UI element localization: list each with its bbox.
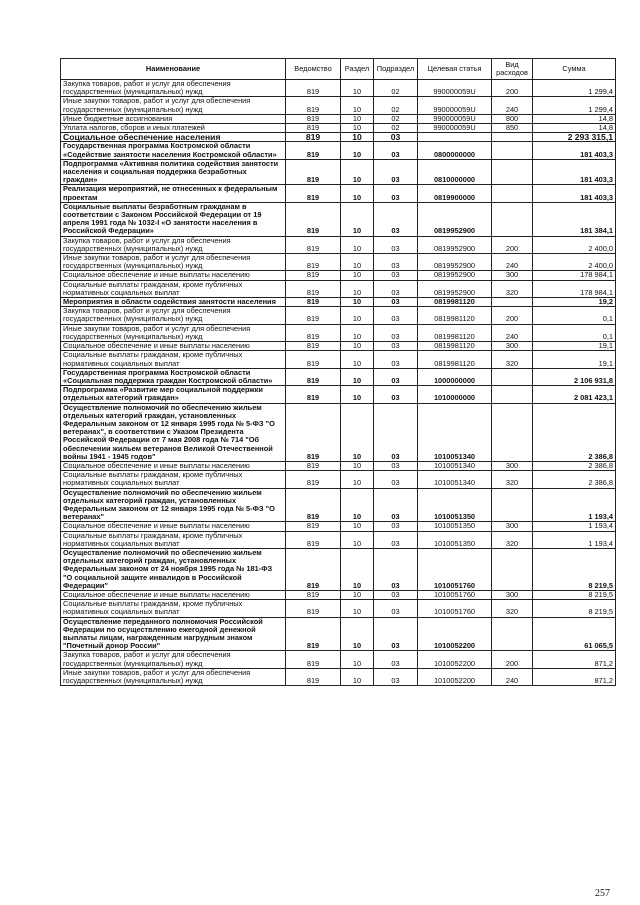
row-vedomstvo: 819: [286, 590, 341, 599]
row-razdel: 10: [341, 97, 374, 114]
table-row: [61, 307, 616, 324]
row-razdel: 10: [341, 548, 374, 590]
row-name: Социальные выплаты гражданам, кроме публичных нормативных социальных выплат: [61, 531, 286, 548]
row-podrazdel: 03: [374, 471, 418, 488]
row-razdel: 10: [341, 236, 374, 253]
row-podrazdel: 03: [374, 548, 418, 590]
row-razdel: 10: [341, 324, 374, 341]
table-row: [61, 600, 616, 617]
row-celevaya-statya: 0819952900: [418, 202, 492, 236]
row-vid-raskhodov: [492, 142, 533, 159]
row-vedomstvo: 819: [286, 600, 341, 617]
row-razdel: 10: [341, 159, 374, 185]
table-row: [61, 368, 616, 385]
row-vid-raskhodov: [492, 617, 533, 651]
table-header-row: [61, 59, 616, 80]
row-podrazdel: 03: [374, 522, 418, 531]
row-summa: 14,8: [533, 114, 616, 123]
row-name: Социальное обеспечение и иные выплаты населению: [61, 461, 286, 470]
row-summa: 8 219,5: [533, 548, 616, 590]
row-summa: 61 065,5: [533, 617, 616, 651]
row-name: Иные закупки товаров, работ и услуг для обеспечения государственных (муниципальных) нужд: [61, 668, 286, 685]
row-razdel: 10: [341, 600, 374, 617]
row-razdel: 10: [341, 617, 374, 651]
row-vedomstvo: 819: [286, 522, 341, 531]
header-celevaya-statya: Целевая статья: [418, 59, 492, 80]
row-vedomstvo: 819: [286, 298, 341, 307]
row-vedomstvo: 819: [286, 80, 341, 97]
row-razdel: 10: [341, 531, 374, 548]
row-vid-raskhodov: 200: [492, 80, 533, 97]
table-row: [61, 202, 616, 236]
row-vid-raskhodov: [492, 386, 533, 403]
row-name: Подпрограмма «Развитие мер социальной поддержки отдельных категорий граждан»: [61, 386, 286, 403]
row-summa: 871,2: [533, 668, 616, 685]
table-row: [61, 351, 616, 368]
row-vid-raskhodov: 200: [492, 236, 533, 253]
row-vedomstvo: 819: [286, 668, 341, 685]
row-razdel: 10: [341, 651, 374, 668]
row-summa: 19,1: [533, 342, 616, 351]
row-summa: 2 400,0: [533, 254, 616, 271]
row-vedomstvo: 819: [286, 254, 341, 271]
row-podrazdel: 03: [374, 142, 418, 159]
budget-table-container: [60, 58, 615, 686]
row-name: Социальное обеспечение и иные выплаты населению: [61, 342, 286, 351]
row-name: Социальное обеспечение и иные выплаты населению: [61, 522, 286, 531]
row-vedomstvo: 819: [286, 461, 341, 470]
row-vid-raskhodov: [492, 133, 533, 142]
row-vid-raskhodov: 200: [492, 651, 533, 668]
row-vedomstvo: 819: [286, 142, 341, 159]
row-podrazdel: 02: [374, 124, 418, 133]
table-row: [61, 522, 616, 531]
row-vid-raskhodov: 300: [492, 590, 533, 599]
row-vedomstvo: 819: [286, 185, 341, 202]
page-number: 257: [595, 888, 610, 899]
row-summa: 14,8: [533, 124, 616, 133]
header-podrazdel: Подраздел: [374, 59, 418, 80]
row-summa: 178 984,1: [533, 280, 616, 297]
row-celevaya-statya: 0819952900: [418, 254, 492, 271]
row-razdel: 10: [341, 185, 374, 202]
row-podrazdel: 03: [374, 668, 418, 685]
table-row: [61, 271, 616, 280]
row-razdel: 10: [341, 668, 374, 685]
row-celevaya-statya: 1010051350: [418, 488, 492, 522]
table-row: [61, 236, 616, 253]
row-celevaya-statya: 0819981120: [418, 298, 492, 307]
row-podrazdel: 03: [374, 298, 418, 307]
row-name: Социальное обеспечение и иные выплаты населению: [61, 271, 286, 280]
row-celevaya-statya: 990000059U: [418, 114, 492, 123]
row-summa: 1 193,4: [533, 531, 616, 548]
row-razdel: 10: [341, 114, 374, 123]
row-celevaya-statya: 1010000000: [418, 386, 492, 403]
table-body: [61, 80, 616, 686]
row-name: Мероприятия в области содействия занятости населения: [61, 298, 286, 307]
row-celevaya-statya: 1010052200: [418, 668, 492, 685]
row-vid-raskhodov: [492, 548, 533, 590]
row-razdel: 10: [341, 280, 374, 297]
row-celevaya-statya: 1000000000: [418, 368, 492, 385]
row-razdel: 10: [341, 124, 374, 133]
row-summa: 2 400,0: [533, 236, 616, 253]
row-summa: 2 081 423,1: [533, 386, 616, 403]
row-vid-raskhodov: 320: [492, 471, 533, 488]
row-vedomstvo: 819: [286, 307, 341, 324]
row-vid-raskhodov: 320: [492, 531, 533, 548]
row-celevaya-statya: 1010051340: [418, 461, 492, 470]
row-razdel: 10: [341, 368, 374, 385]
row-summa: 2 386,8: [533, 403, 616, 461]
row-celevaya-statya: 0819952900: [418, 271, 492, 280]
row-podrazdel: 03: [374, 271, 418, 280]
row-podrazdel: 03: [374, 280, 418, 297]
row-name: Осуществление полномочий по обеспечению жильем отдельных категорий граждан, установленных Федеральным законом от 12 января 1995 года № 5-ФЗ "О ветеранах", в соответствии с Указом Президента Российской Федерации от 7 мая 2008 года № 714 "Об обеспечении жильем ветеранов Великой Отечественной войны 1941 - 1945 годов": [61, 403, 286, 461]
row-celevaya-statya: 0819981120: [418, 307, 492, 324]
row-podrazdel: 03: [374, 254, 418, 271]
header-name: Наименование: [61, 59, 286, 80]
row-name: Социальные выплаты гражданам, кроме публичных нормативных социальных выплат: [61, 471, 286, 488]
row-razdel: 10: [341, 342, 374, 351]
table-row: [61, 488, 616, 522]
row-vid-raskhodov: [492, 488, 533, 522]
row-podrazdel: 03: [374, 651, 418, 668]
row-summa: 1 299,4: [533, 97, 616, 114]
row-vid-raskhodov: 800: [492, 114, 533, 123]
row-name: Иные бюджетные ассигнования: [61, 114, 286, 123]
header-vedomstvo: Ведомство: [286, 59, 341, 80]
row-vid-raskhodov: 200: [492, 307, 533, 324]
row-summa: 1 193,4: [533, 522, 616, 531]
table-row: [61, 280, 616, 297]
row-podrazdel: 03: [374, 342, 418, 351]
row-name: Закупка товаров, работ и услуг для обеспечения государственных (муниципальных) нужд: [61, 651, 286, 668]
row-celevaya-statya: 0819952900: [418, 236, 492, 253]
row-vid-raskhodov: [492, 159, 533, 185]
row-podrazdel: 02: [374, 97, 418, 114]
budget-table: [60, 58, 616, 686]
row-celevaya-statya: 990000059U: [418, 124, 492, 133]
row-podrazdel: 03: [374, 617, 418, 651]
row-razdel: 10: [341, 133, 374, 142]
table-row: [61, 185, 616, 202]
row-podrazdel: 03: [374, 488, 418, 522]
row-celevaya-statya: 0819952900: [418, 280, 492, 297]
row-vedomstvo: 819: [286, 159, 341, 185]
row-summa: 2 106 931,8: [533, 368, 616, 385]
row-celevaya-statya: 1010051340: [418, 471, 492, 488]
row-celevaya-statya: 990000059U: [418, 80, 492, 97]
row-razdel: 10: [341, 403, 374, 461]
row-summa: 1 299,4: [533, 80, 616, 97]
row-razdel: 10: [341, 142, 374, 159]
header-summa: Сумма: [533, 59, 616, 80]
row-vedomstvo: 819: [286, 342, 341, 351]
row-name: Подпрограмма «Активная политика содействия занятости населения и социальная поддержка безработных граждан»: [61, 159, 286, 185]
row-podrazdel: 03: [374, 324, 418, 341]
table-row: [61, 97, 616, 114]
row-razdel: 10: [341, 271, 374, 280]
row-name: Осуществление переданного полномочия Российской Федерации по осуществлению ежегодной денежной выплаты лицам, награжденным нагрудным знаком "Почетный донор России": [61, 617, 286, 651]
row-vid-raskhodov: 320: [492, 600, 533, 617]
row-vid-raskhodov: [492, 298, 533, 307]
row-vid-raskhodov: 240: [492, 254, 533, 271]
row-vedomstvo: 819: [286, 351, 341, 368]
row-celevaya-statya: 0819900000: [418, 185, 492, 202]
row-summa: 1 193,4: [533, 488, 616, 522]
row-vedomstvo: 819: [286, 488, 341, 522]
row-vid-raskhodov: 240: [492, 97, 533, 114]
row-summa: 181 403,3: [533, 159, 616, 185]
row-vedomstvo: 819: [286, 617, 341, 651]
row-podrazdel: 03: [374, 307, 418, 324]
row-podrazdel: 02: [374, 80, 418, 97]
row-name: Иные закупки товаров, работ и услуг для обеспечения государственных (муниципальных) нужд: [61, 254, 286, 271]
row-vid-raskhodov: 850: [492, 124, 533, 133]
row-name: Социальное обеспечение и иные выплаты населению: [61, 590, 286, 599]
row-celevaya-statya: 0819981120: [418, 324, 492, 341]
row-vid-raskhodov: [492, 202, 533, 236]
table-row: [61, 617, 616, 651]
row-razdel: 10: [341, 386, 374, 403]
row-vid-raskhodov: 240: [492, 324, 533, 341]
row-razdel: 10: [341, 307, 374, 324]
row-vid-raskhodov: 240: [492, 668, 533, 685]
row-podrazdel: 03: [374, 368, 418, 385]
table-row: [61, 668, 616, 685]
row-name: Иные закупки товаров, работ и услуг для обеспечения государственных (муниципальных) нужд: [61, 97, 286, 114]
row-vid-raskhodov: 320: [492, 280, 533, 297]
row-summa: 0,1: [533, 324, 616, 341]
row-celevaya-statya: 990000059U: [418, 97, 492, 114]
row-summa: 181 403,3: [533, 185, 616, 202]
row-summa: 181 403,3: [533, 142, 616, 159]
row-celevaya-statya: 1010051760: [418, 548, 492, 590]
table-row: [61, 548, 616, 590]
row-name: Социальные выплаты безработным гражданам в соответствии с Законом Российской Федерации от 19 апреля 1991 года № 1032-I «О занятости населения в Российской Федерации»: [61, 202, 286, 236]
row-vid-raskhodov: [492, 368, 533, 385]
row-summa: 8 219,5: [533, 600, 616, 617]
row-podrazdel: 03: [374, 159, 418, 185]
row-name: Социальное обеспечение населения: [61, 133, 286, 142]
row-podrazdel: 03: [374, 133, 418, 142]
row-podrazdel: 03: [374, 590, 418, 599]
row-name: Государственная программа Костромской области «Содействие занятости населения Костромской области»: [61, 142, 286, 159]
row-podrazdel: 03: [374, 600, 418, 617]
row-summa: 2 386,8: [533, 461, 616, 470]
table-row: [61, 651, 616, 668]
row-vedomstvo: 819: [286, 403, 341, 461]
row-vedomstvo: 819: [286, 368, 341, 385]
row-summa: 871,2: [533, 651, 616, 668]
row-podrazdel: 03: [374, 403, 418, 461]
row-celevaya-statya: 1010052200: [418, 617, 492, 651]
row-razdel: 10: [341, 522, 374, 531]
table-row: [61, 324, 616, 341]
row-vedomstvo: 819: [286, 531, 341, 548]
row-vedomstvo: 819: [286, 386, 341, 403]
row-vid-raskhodov: 300: [492, 522, 533, 531]
row-vid-raskhodov: 300: [492, 342, 533, 351]
table-row: [61, 159, 616, 185]
row-name: Социальные выплаты гражданам, кроме публичных нормативных социальных выплат: [61, 351, 286, 368]
row-vedomstvo: 819: [286, 202, 341, 236]
row-celevaya-statya: [418, 133, 492, 142]
row-celevaya-statya: 1010051340: [418, 403, 492, 461]
row-celevaya-statya: 1010051760: [418, 590, 492, 599]
row-razdel: 10: [341, 471, 374, 488]
row-razdel: 10: [341, 461, 374, 470]
row-celevaya-statya: 1010051760: [418, 600, 492, 617]
row-podrazdel: 03: [374, 531, 418, 548]
row-vid-raskhodov: [492, 185, 533, 202]
row-summa: 19,1: [533, 351, 616, 368]
table-row: [61, 471, 616, 488]
table-row: [61, 80, 616, 97]
row-celevaya-statya: 1010052200: [418, 651, 492, 668]
row-name: Социальные выплаты гражданам, кроме публичных нормативных социальных выплат: [61, 280, 286, 297]
table-row: [61, 403, 616, 461]
row-name: Уплата налогов, сборов и иных платежей: [61, 124, 286, 133]
row-name: Государственная программа Костромской области «Социальная поддержка граждан Костромской области»: [61, 368, 286, 385]
row-summa: 2 386,8: [533, 471, 616, 488]
row-razdel: 10: [341, 488, 374, 522]
row-vedomstvo: 819: [286, 271, 341, 280]
row-summa: 2 293 315,1: [533, 133, 616, 142]
row-podrazdel: 03: [374, 386, 418, 403]
row-vedomstvo: 819: [286, 324, 341, 341]
row-vid-raskhodov: 320: [492, 351, 533, 368]
row-celevaya-statya: 0810000000: [418, 159, 492, 185]
row-name: Социальные выплаты гражданам, кроме публичных нормативных социальных выплат: [61, 600, 286, 617]
row-razdel: 10: [341, 202, 374, 236]
table-row: [61, 142, 616, 159]
row-celevaya-statya: 0819981120: [418, 342, 492, 351]
row-vedomstvo: 819: [286, 651, 341, 668]
table-row: [61, 531, 616, 548]
row-name: Закупка товаров, работ и услуг для обеспечения государственных (муниципальных) нужд: [61, 236, 286, 253]
row-summa: 181 384,1: [533, 202, 616, 236]
row-vedomstvo: 819: [286, 97, 341, 114]
row-summa: 19,2: [533, 298, 616, 307]
row-vedomstvo: 819: [286, 280, 341, 297]
row-summa: 178 984,1: [533, 271, 616, 280]
row-celevaya-statya: 1010051350: [418, 531, 492, 548]
header-razdel: Раздел: [341, 59, 374, 80]
row-razdel: 10: [341, 351, 374, 368]
row-vedomstvo: 819: [286, 133, 341, 142]
row-vedomstvo: 819: [286, 124, 341, 133]
row-name: Реализация мероприятий, не отнесенных к федеральным проектам: [61, 185, 286, 202]
row-razdel: 10: [341, 590, 374, 599]
row-razdel: 10: [341, 80, 374, 97]
row-podrazdel: 03: [374, 185, 418, 202]
row-vedomstvo: 819: [286, 471, 341, 488]
row-vid-raskhodov: 300: [492, 461, 533, 470]
row-name: Закупка товаров, работ и услуг для обеспечения государственных (муниципальных) нужд: [61, 80, 286, 97]
row-vedomstvo: 819: [286, 236, 341, 253]
row-name: Осуществление полномочий по обеспечению жильем отдельных категорий граждан, установленных Федеральным законом от 24 ноября 1995 года № 181-ФЗ "О социальной защите инвалидов в Российской Федерации": [61, 548, 286, 590]
row-name: Иные закупки товаров, работ и услуг для обеспечения государственных (муниципальных) нужд: [61, 324, 286, 341]
row-podrazdel: 03: [374, 461, 418, 470]
row-celevaya-statya: 0819981120: [418, 351, 492, 368]
row-name: Закупка товаров, работ и услуг для обеспечения государственных (муниципальных) нужд: [61, 307, 286, 324]
row-vid-raskhodov: [492, 403, 533, 461]
row-name: Осуществление полномочий по обеспечению жильем отдельных категорий граждан, установленных Федеральным законом от 12 января 1995 года № 5-ФЗ "О ветеранах": [61, 488, 286, 522]
row-podrazdel: 02: [374, 114, 418, 123]
row-vid-raskhodov: 300: [492, 271, 533, 280]
row-summa: 8 219,5: [533, 590, 616, 599]
row-razdel: 10: [341, 254, 374, 271]
row-podrazdel: 03: [374, 236, 418, 253]
row-vedomstvo: 819: [286, 114, 341, 123]
row-podrazdel: 03: [374, 202, 418, 236]
row-razdel: 10: [341, 298, 374, 307]
table-row: [61, 386, 616, 403]
row-celevaya-statya: 1010051350: [418, 522, 492, 531]
row-podrazdel: 03: [374, 351, 418, 368]
table-row: [61, 254, 616, 271]
row-summa: 0,1: [533, 307, 616, 324]
row-celevaya-statya: 0800000000: [418, 142, 492, 159]
row-vedomstvo: 819: [286, 548, 341, 590]
header-vid-raskhodov: Вид расходов: [492, 59, 533, 80]
